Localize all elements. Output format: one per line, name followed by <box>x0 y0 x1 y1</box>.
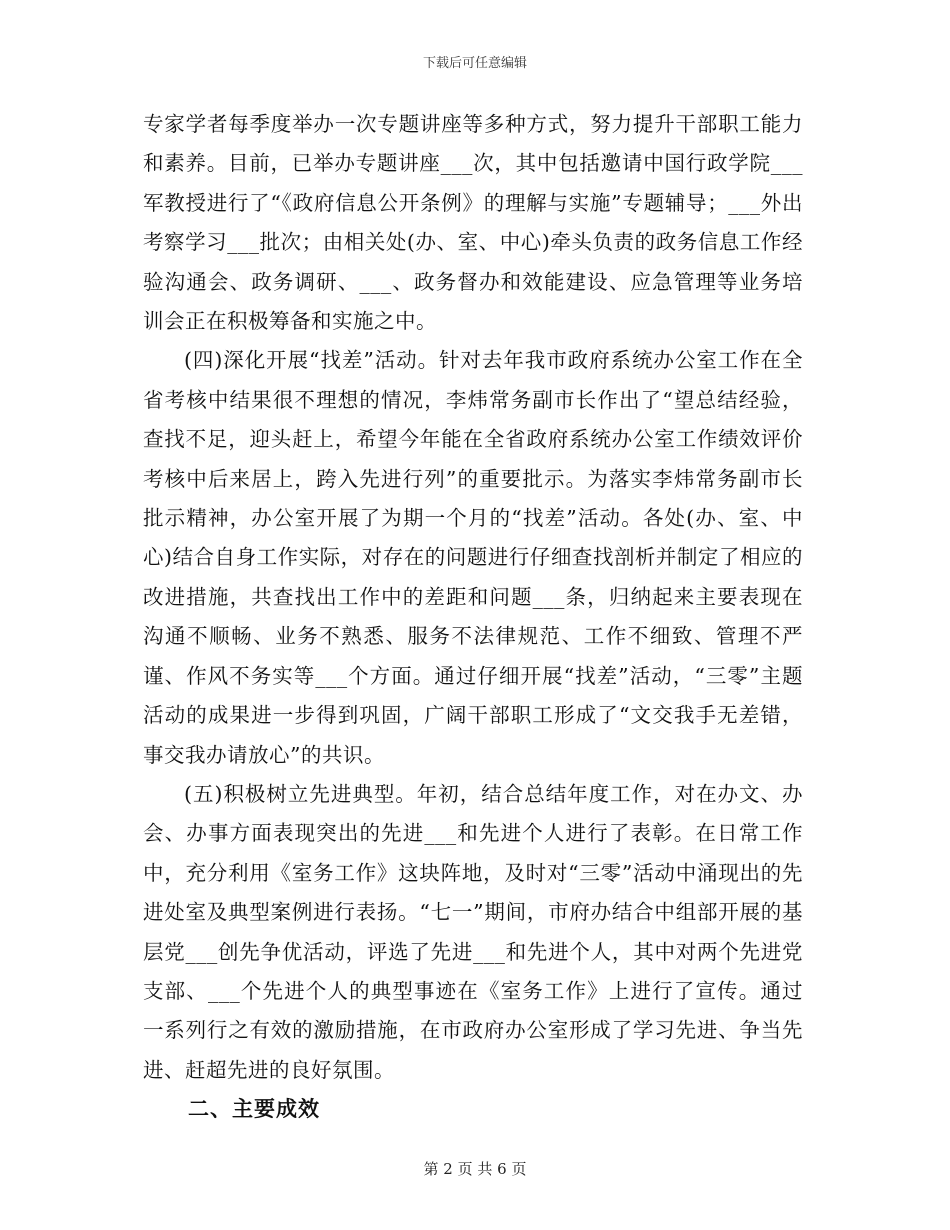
section-heading: 二、主要成效 <box>188 1097 320 1122</box>
document-body <box>143 105 803 1130</box>
page-number: 第 2 页 共 6 页 <box>423 1160 527 1178</box>
paragraph-continued: 专家学者每季度举办一次专题讲座等多种方式，努力提升干部职工能力和素养。目前，已举办专题讲座___次，其中包括邀请中国行政学院___军教授进行了“《政府信息公开条例》的理解与实施”专题辅导；___外出考察学习___批次；由相关处(办、室、中心)牵头负责的政务信息工作经验沟通会、政务调研、___、政务督办和效能建设、应急管理等业务培训会正在积极筹备和实施之中。 <box>143 112 803 334</box>
page-header: 下载后可任意编辑 <box>422 56 527 71</box>
paragraph-section-five: (五)积极树立先进典型。年初，结合总结年度工作，对在办文、办会、办事方面表现突出的先进___和先进个人进行了表彰。在日常工作中，充分利用《室务工作》这块阵地，及时对“三零”活动中涌现出的先进处室及典型案例进行表扬。“七一”期间，市府办结合中组部开展的基层党___创先争优活动，评选了先进___和先进个人，其中对两个先进党支部、___个先进个人的典型事迹在《室务工作》上进行了宣传。通过一系列行之有效的激励措施，在市政府办公室形成了学习先进、争当先进、赶超先进的良好氛围。 <box>143 781 803 1082</box>
paragraph-section-four: (四)深化开展“找差”活动。针对去年我市政府系统办公室工作在全省考核中结果很不理想的情况，李炜常务副市长作出了“望总结经验，查找不足，迎头赶上，希望今年能在全省政府系统办公室工作绩效评价考核中后来居上，跨入先进行列”的重要批示。为落实李炜常务副市长批示精神，办公室开展了为期一个月的“找差”活动。各处(办、室、中心)结合自身工作实际，对存在的问题进行仔细查找剖析并制定了相应的改进措施，共查找出工作中的差距和问题___条，归纳起来主要表现在沟通不顺畅、业务不熟悉、服务不法律规范、工作不细致、管理不严谨、作风不务实等___个方面。通过仔细开展“找差”活动，“三零”主题活动的成果进一步得到巩固，广阔干部职工形成了“文交我手无差错，事交我办请放心”的共识。 <box>143 348 803 767</box>
